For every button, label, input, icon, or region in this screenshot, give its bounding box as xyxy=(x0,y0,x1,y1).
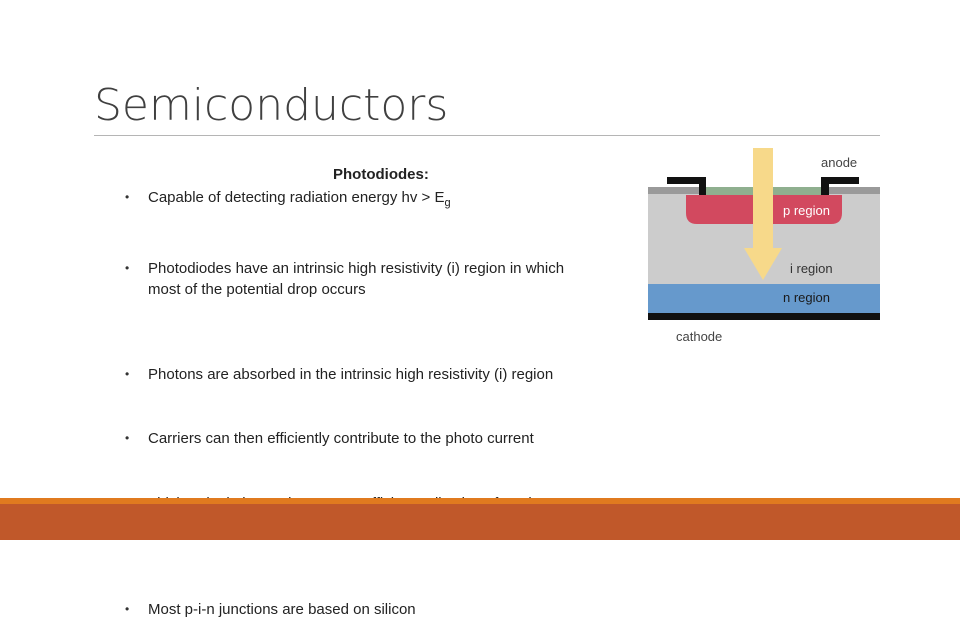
bullet-list xyxy=(125,187,625,618)
n-region-label: n region xyxy=(783,290,830,305)
bullet-item xyxy=(125,599,625,620)
bullet-text: most of the potential drop occurs xyxy=(148,281,366,298)
bullet-text: Carriers can then efficiently contribute to the photo current xyxy=(148,430,534,447)
bullet-item xyxy=(125,258,625,300)
slide-title: Semiconductors xyxy=(94,80,449,131)
bullet-item xyxy=(125,364,625,385)
bullet-item xyxy=(125,428,625,449)
bullet-text: Photodiodes have an intrinsic high resistivity (i) region in which xyxy=(148,260,565,277)
bandgap-subscript: g xyxy=(444,197,451,209)
title-divider xyxy=(94,135,880,136)
footer-bar xyxy=(0,504,960,540)
pin-photodiode-diagram xyxy=(646,145,882,345)
bullet-dot: • xyxy=(125,602,130,616)
i-region-label: i region xyxy=(790,261,833,276)
photodiodes-heading: Photodiodes: xyxy=(333,166,429,183)
anode-label: anode xyxy=(821,155,858,170)
bullet-dot: • xyxy=(125,367,130,381)
bullet-dot: • xyxy=(125,190,130,204)
bullet-dot: • xyxy=(125,261,130,275)
cathode-contact xyxy=(648,313,880,320)
cathode-label: cathode xyxy=(676,329,723,344)
p-region-label: p region xyxy=(783,203,830,218)
bullet-dot: • xyxy=(125,431,130,445)
bullet-item xyxy=(125,187,625,214)
bullet-text: Most p-i-n junctions are based on silicon xyxy=(148,601,416,618)
bullet-text: Capable of detecting radiation energy hv > E xyxy=(148,189,445,206)
bullet-text: Photons are absorbed in the intrinsic high resistivity (i) region xyxy=(148,366,554,383)
n-region xyxy=(648,284,880,313)
